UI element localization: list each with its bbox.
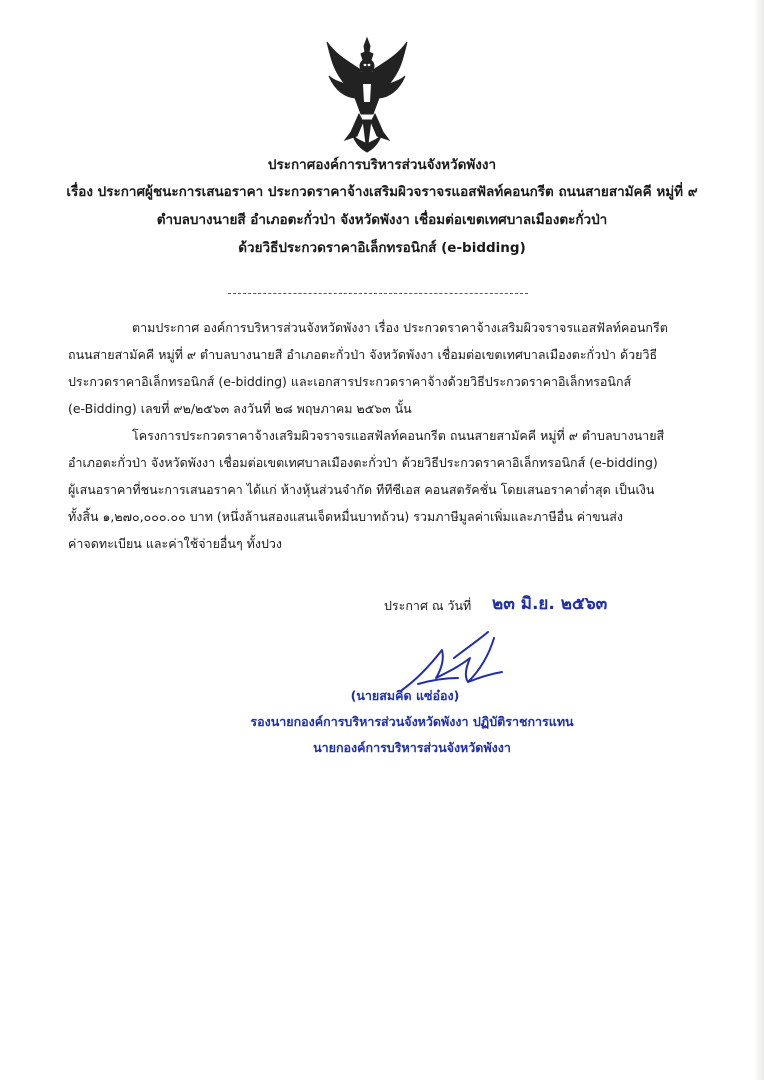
handwritten-signature [398,628,508,694]
signatory-position-line-2: นายกองค์การบริหารส่วนจังหวัดพังงา [313,740,511,755]
header-divider [228,293,528,294]
subject-line-3: ด้วยวิธีประกวดราคาอิเล็กทรอนิกส์ (e-bidding) [238,240,526,256]
signatory-name: (นายสมคิด แซ่อ๋อง) [350,688,460,703]
paragraph-2-line: อำเภอตะกั่วป่า จังหวัดพังงา เชื่อมต่อเขตเทศบาลเมืองตะกั่วป่า ด้วยวิธีประกวดราคาอิเล็กทรอนิกส์ (e-bidding) [68,455,658,470]
paragraph-2-line: โครงการประกวดราคาจ้างเสริมผิวจราจรแอสฟัลท์คอนกรีต ถนนสายสามัคคี หมู่ที่ ๙ ตำบลบางนายสี [132,428,665,443]
paragraph-1-line: ประกวดราคาอิเล็กทรอนิกส์ (e-bidding) และเอกสารประกวดราคาจ้างด้วยวิธีประกวดราคาอิเล็กทรอนิกส์ [68,374,632,389]
paragraph-1-line: ถนนสายสามัคคี หมู่ที่ ๙ ตำบลบางนายสี อำเภอตะกั่วป่า จังหวัดพังงา เชื่อมต่อเขตเทศบาลเมืองตะกั่วป่า ด้วยวิธี [68,347,658,362]
paragraph-2-line: ทั้งสิ้น ๑,๒๗๐,๐๐๐.๐๐ บาท (หนึ่งล้านสองแสนเจ็ดหมื่นบาทถ้วน) รวมภาษีมูลค่าเพิ่มและภาษีอื่น ค่าขนส่ง [68,509,623,524]
signatory-position-line-1: รองนายกองค์การบริหารส่วนจังหวัดพังงา ปฏิบัติราชการแทน [250,714,574,729]
issuer-heading: ประกาศองค์การบริหารส่วนจังหวัดพังงา [267,157,497,173]
paragraph-1-line: (e-Bidding) เลขที่ ๙๒/๒๕๖๓ ลงวันที่ ๒๘ พฤษภาคม ๒๕๖๓ นั้น [68,401,412,416]
garuda-emblem-icon [323,36,411,154]
subject-line-2: ตำบลบางนายสี อำเภอตะกั่วป่า จังหวัดพังงา เชื่อมต่อเขตเทศบาลเมืองตะกั่วป่า [156,212,608,228]
announcement-date-label: ประกาศ ณ วันที่ [384,598,472,613]
paragraph-2-line: ผู้เสนอราคาที่ชนะการเสนอราคา ได้แก่ ห้างหุ้นส่วนจำกัด ทีทีซีเอส คอนสตรัคชั่น โดยเสนอราคาต่ำสุด เป็นเงิน [68,482,655,497]
announcement-date-value: ๒๓ มิ.ย. ๒๕๖๓ [492,594,608,614]
subject-line-1: เรื่อง ประกาศผู้ชนะการเสนอราคา ประกวดราคาจ้างเสริมผิวจราจรแอสฟัลท์คอนกรีต ถนนสายสามัคคี หมู่ที่ ๙ [66,184,698,200]
paragraph-1-line: ตามประกาศ องค์การบริหารส่วนจังหวัดพังงา เรื่อง ประกวดราคาจ้างเสริมผิวจราจรแอสฟัลท์คอนกรีต [132,320,668,335]
paragraph-2-line: ค่าจดทะเบียน และค่าใช้จ่ายอื่นๆ ทั้งปวง [68,536,283,551]
